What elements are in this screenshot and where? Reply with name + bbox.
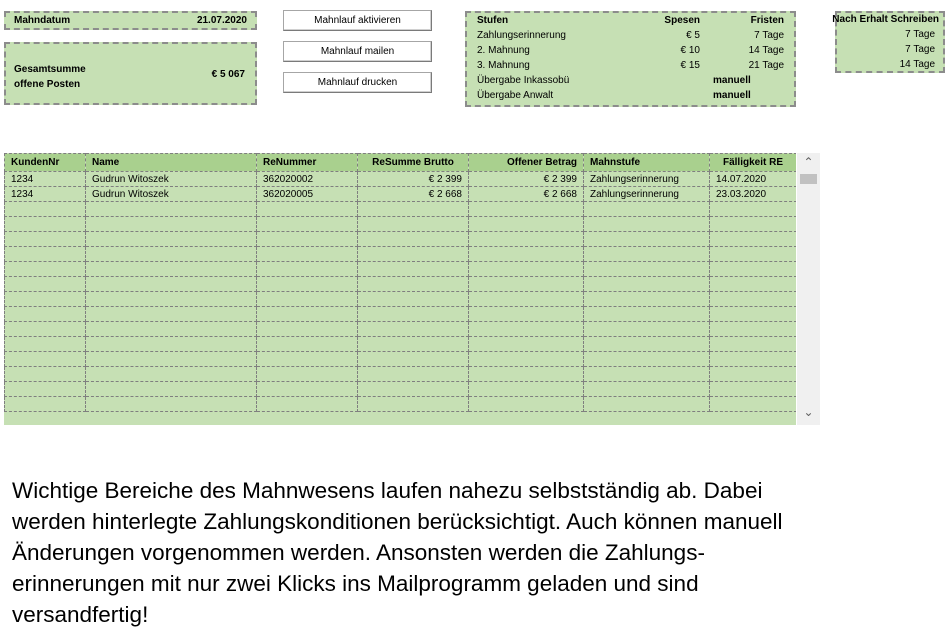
table-cell-empty[interactable]	[257, 382, 358, 397]
table-cell-empty[interactable]	[584, 382, 710, 397]
table-cell-empty[interactable]	[358, 232, 469, 247]
stufen-row	[467, 59, 794, 74]
table-row-empty[interactable]	[5, 337, 797, 352]
stufen-header: Stufen	[477, 15, 509, 26]
mahndatum-value[interactable]: 21.07.2020	[196, 15, 247, 26]
table-row-empty[interactable]	[5, 397, 797, 412]
table-cell-empty[interactable]	[584, 352, 710, 367]
stufe-frist[interactable]: 21 Tage	[748, 60, 784, 71]
cell-renummer[interactable]: 362020005	[257, 187, 358, 202]
stufe-name: Übergabe Inkassobü	[477, 75, 570, 86]
table-cell-empty[interactable]	[584, 277, 710, 292]
stufe-frist[interactable]: manuell	[713, 75, 751, 86]
table-cell-empty[interactable]	[5, 337, 86, 352]
table-cell-empty[interactable]	[469, 277, 584, 292]
table-cell-empty[interactable]	[257, 232, 358, 247]
table-cell-empty[interactable]	[358, 352, 469, 367]
stufen-row	[467, 44, 794, 59]
table-cell-empty[interactable]	[257, 217, 358, 232]
table-cell-empty[interactable]	[710, 262, 797, 277]
table-cell-empty[interactable]	[358, 367, 469, 382]
table-cell-empty[interactable]	[710, 292, 797, 307]
table-cell-empty[interactable]	[469, 337, 584, 352]
fristen-header: Fristen	[750, 15, 784, 26]
table-row-empty[interactable]	[5, 307, 797, 322]
chevron-up-icon[interactable]: ⌃	[803, 155, 814, 169]
table-row-empty[interactable]	[5, 367, 797, 382]
stufe-spesen[interactable]: € 5	[686, 30, 700, 41]
column-header-mahnstufe[interactable]: Mahnstufe	[584, 154, 710, 172]
table-cell-empty[interactable]	[5, 292, 86, 307]
cell-faelligkeit[interactable]: 23.03.2020	[710, 187, 797, 202]
stufe-name: 2. Mahnung	[477, 45, 530, 56]
table-cell-empty[interactable]	[584, 367, 710, 382]
table-cell-empty[interactable]	[5, 397, 86, 412]
cell-mahnstufe[interactable]: Zahlungserinnerung	[584, 187, 710, 202]
table-cell-empty[interactable]	[5, 217, 86, 232]
table-cell-empty[interactable]	[5, 262, 86, 277]
table-row-empty[interactable]	[5, 262, 797, 277]
table-cell-empty[interactable]	[469, 307, 584, 322]
table-cell-empty[interactable]	[5, 277, 86, 292]
table-cell-empty[interactable]	[469, 322, 584, 337]
table-cell-empty[interactable]	[584, 247, 710, 262]
stufen-row	[467, 29, 794, 44]
table-cell-empty[interactable]	[469, 202, 584, 217]
table-cell-empty[interactable]	[358, 322, 469, 337]
table-cell-empty[interactable]	[257, 352, 358, 367]
stufen-row	[467, 74, 794, 89]
cell-kundennr[interactable]: 1234	[5, 187, 86, 202]
table-cell-empty[interactable]	[358, 307, 469, 322]
table-cell-empty[interactable]	[86, 307, 257, 322]
mahndatum-box	[4, 11, 257, 30]
table-cell-empty[interactable]	[5, 352, 86, 367]
table-cell-empty[interactable]	[5, 307, 86, 322]
table-cell-empty[interactable]	[469, 367, 584, 382]
table-cell-empty[interactable]	[584, 232, 710, 247]
cell-renummer[interactable]: 362020002	[257, 172, 358, 187]
table-row[interactable]	[5, 187, 797, 202]
table-cell-empty[interactable]	[469, 292, 584, 307]
table-cell-empty[interactable]	[86, 277, 257, 292]
cell-name[interactable]: Gudrun Witoszek	[86, 172, 257, 187]
column-header-offener-betrag[interactable]: Offener Betrag	[469, 154, 584, 172]
table-row-empty[interactable]	[5, 277, 797, 292]
table-cell-empty[interactable]	[469, 232, 584, 247]
table-cell-empty[interactable]	[257, 307, 358, 322]
table-cell-empty[interactable]	[5, 202, 86, 217]
table-cell-empty[interactable]	[358, 277, 469, 292]
cell-resumme-brutto[interactable]: € 2 668	[358, 187, 469, 202]
stufe-name: 3. Mahnung	[477, 60, 530, 71]
table-cell-empty[interactable]	[358, 337, 469, 352]
erhalt-frist[interactable]: 14 Tage	[899, 59, 935, 70]
table-cell-empty[interactable]	[86, 322, 257, 337]
table-cell-empty[interactable]	[710, 352, 797, 367]
cell-name[interactable]: Gudrun Witoszek	[86, 187, 257, 202]
offene-posten-label: offene Posten	[14, 79, 81, 90]
table-cell-empty[interactable]	[358, 262, 469, 277]
caption-line: versandfertig!	[12, 602, 149, 627]
table-cell-empty[interactable]	[710, 232, 797, 247]
mahnlauf-drucken-button[interactable]: Mahnlauf drucken	[283, 72, 432, 93]
table-cell-empty[interactable]	[584, 322, 710, 337]
table-cell-empty[interactable]	[584, 202, 710, 217]
table-cell-empty[interactable]	[86, 247, 257, 262]
column-header-kundennr[interactable]: KundenNr	[5, 154, 86, 172]
stufe-frist[interactable]: manuell	[713, 90, 751, 101]
table-row-empty[interactable]	[5, 382, 797, 397]
mahnlauf-mailen-button[interactable]: Mahnlauf mailen	[283, 41, 432, 62]
column-header-resumme-brutto[interactable]: ReSumme Brutto	[358, 154, 469, 172]
cell-mahnstufe[interactable]: Zahlungserinnerung	[584, 172, 710, 187]
caption-line: Änderungen vorgenommen werden. Ansonsten werden die Zahlungs-	[12, 540, 705, 565]
table-cell-empty[interactable]	[257, 262, 358, 277]
table-cell-empty[interactable]	[710, 367, 797, 382]
cell-offener-betrag[interactable]: € 2 668	[469, 187, 584, 202]
table-cell-empty[interactable]	[257, 337, 358, 352]
stufe-name: Zahlungserinnerung	[477, 30, 566, 41]
description-text	[12, 475, 942, 630]
table-row-empty[interactable]	[5, 232, 797, 247]
table-cell-empty[interactable]	[358, 292, 469, 307]
table-cell-empty[interactable]	[469, 397, 584, 412]
erhalt-frist[interactable]: 7 Tage	[905, 44, 935, 55]
table-cell-empty[interactable]	[86, 232, 257, 247]
table-row-empty[interactable]	[5, 247, 797, 262]
table-header-row	[5, 154, 797, 172]
table-cell-empty[interactable]	[710, 247, 797, 262]
table-cell-empty[interactable]	[469, 217, 584, 232]
table-cell-empty[interactable]	[710, 322, 797, 337]
gesamtsumme-box	[4, 42, 257, 105]
table-cell-empty[interactable]	[469, 247, 584, 262]
table-cell-empty[interactable]	[86, 397, 257, 412]
table-cell-empty[interactable]	[5, 382, 86, 397]
table-scrollbar[interactable]	[797, 153, 820, 425]
table-cell-empty[interactable]	[710, 202, 797, 217]
mahnlauf-aktivieren-button[interactable]: Mahnlauf aktivieren	[283, 10, 432, 31]
gesamtsumme-label: Gesamtsumme	[14, 64, 86, 75]
scroll-thumb[interactable]	[800, 174, 817, 184]
table-row-empty[interactable]	[5, 217, 797, 232]
table-cell-empty[interactable]	[710, 382, 797, 397]
table-cell-empty[interactable]	[710, 337, 797, 352]
cell-offener-betrag[interactable]: € 2 399	[469, 172, 584, 187]
table-cell-empty[interactable]	[257, 292, 358, 307]
spesen-header: Spesen	[664, 15, 700, 26]
table-cell-empty[interactable]	[5, 322, 86, 337]
table-cell-empty[interactable]	[358, 202, 469, 217]
table-cell-empty[interactable]	[86, 217, 257, 232]
stufen-box	[465, 11, 796, 107]
caption-line: werden hinterlegte Zahlungskonditionen berücksichtigt. Auch können manuell	[12, 509, 783, 534]
table-row-empty[interactable]	[5, 322, 797, 337]
caption-line: erinnerungen mit nur zwei Klicks ins Mailprogramm geladen und sind	[12, 571, 699, 596]
table-cell-empty[interactable]	[257, 277, 358, 292]
table-cell-empty[interactable]	[358, 397, 469, 412]
stufe-spesen[interactable]: € 15	[680, 60, 700, 71]
table-cell-empty[interactable]	[584, 262, 710, 277]
table-cell-empty[interactable]	[86, 367, 257, 382]
offene-posten-table	[4, 153, 796, 425]
column-header-name[interactable]: Name	[86, 154, 257, 172]
table-cell-empty[interactable]	[86, 202, 257, 217]
table-cell-empty[interactable]	[358, 217, 469, 232]
column-header-renummer[interactable]: ReNummer	[257, 154, 358, 172]
table-cell-empty[interactable]	[257, 202, 358, 217]
table-cell-empty[interactable]	[86, 262, 257, 277]
table-row-empty[interactable]	[5, 352, 797, 367]
nach-erhalt-box	[832, 11, 945, 73]
cell-faelligkeit[interactable]: 14.07.2020	[710, 172, 797, 187]
table-cell-empty[interactable]	[584, 397, 710, 412]
table-cell-empty[interactable]	[86, 352, 257, 367]
gesamtsumme-value: € 5 067	[211, 69, 245, 80]
table-cell-empty[interactable]	[358, 382, 469, 397]
caption-line: Wichtige Bereiche des Mahnwesens laufen nahezu selbstständig ab. Dabei	[12, 478, 763, 503]
cell-resumme-brutto[interactable]: € 2 399	[358, 172, 469, 187]
table-row-empty[interactable]	[5, 292, 797, 307]
table-cell-empty[interactable]	[5, 247, 86, 262]
chevron-down-icon[interactable]: ⌄	[803, 405, 814, 419]
table-cell-empty[interactable]	[710, 277, 797, 292]
stufen-header-row	[467, 14, 794, 29]
table-cell-empty[interactable]	[257, 397, 358, 412]
table-cell-empty[interactable]	[469, 352, 584, 367]
table-row-empty[interactable]	[5, 202, 797, 217]
table-cell-empty[interactable]	[584, 217, 710, 232]
table-cell-empty[interactable]	[584, 292, 710, 307]
column-header-faelligkeit[interactable]: Fälligkeit RE	[710, 154, 797, 172]
nach-erhalt-header: Nach Erhalt Schreiben	[832, 14, 939, 25]
table-cell-empty[interactable]	[584, 337, 710, 352]
table-cell-empty[interactable]	[584, 307, 710, 322]
table-cell-empty[interactable]	[469, 382, 584, 397]
table-cell-empty[interactable]	[257, 322, 358, 337]
stufen-row	[467, 89, 794, 104]
table-cell-empty[interactable]	[358, 247, 469, 262]
table-cell-empty[interactable]	[257, 367, 358, 382]
table-cell-empty[interactable]	[710, 397, 797, 412]
stufe-frist[interactable]: 7 Tage	[754, 30, 784, 41]
stufe-name: Übergabe Anwalt	[477, 90, 554, 101]
cell-kundennr[interactable]: 1234	[5, 172, 86, 187]
stufe-frist[interactable]: 14 Tage	[748, 45, 784, 56]
erhalt-frist[interactable]: 7 Tage	[905, 29, 935, 40]
table-cell-empty[interactable]	[5, 232, 86, 247]
table-cell-empty[interactable]	[710, 217, 797, 232]
table-cell-empty[interactable]	[710, 307, 797, 322]
table-cell-empty[interactable]	[5, 367, 86, 382]
table-cell-empty[interactable]	[86, 292, 257, 307]
mahndatum-label: Mahndatum	[14, 15, 71, 26]
table-cell-empty[interactable]	[257, 247, 358, 262]
table-cell-empty[interactable]	[469, 262, 584, 277]
table-row[interactable]	[5, 172, 797, 187]
stufe-spesen[interactable]: € 10	[680, 45, 700, 56]
table-cell-empty[interactable]	[86, 337, 257, 352]
table-cell-empty[interactable]	[86, 382, 257, 397]
